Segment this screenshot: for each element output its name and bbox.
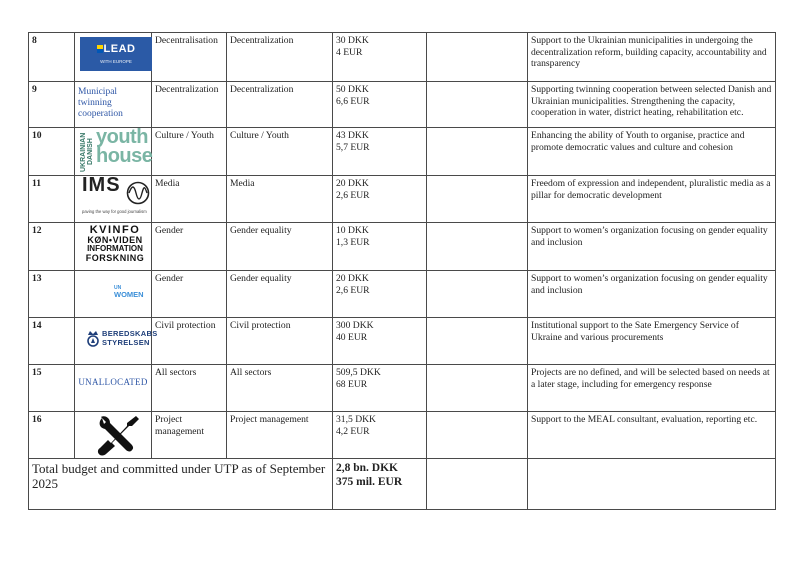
- description-cell: Freedom of expression and independent, pluralistic media as a pillar for democratic development: [528, 176, 776, 223]
- amount-cell: [333, 318, 427, 365]
- amount-eur: 4,2 EUR: [336, 425, 370, 437]
- empty-cell: [427, 33, 528, 82]
- description-cell: Support to women’s organization focusing on gender equality and inclusion: [528, 271, 776, 318]
- empty-cell: [427, 318, 528, 365]
- row-number: 10: [29, 128, 75, 176]
- amount-dkk: 300 DKK: [336, 320, 374, 331]
- subsector-cell: Media: [227, 176, 333, 223]
- logo-cell: [75, 176, 152, 223]
- amount-eur: 68 EUR: [336, 378, 368, 390]
- empty-cell: [427, 365, 528, 412]
- amount-dkk: 20 DKK: [336, 178, 369, 189]
- subsector-cell: Civil protection: [227, 318, 333, 365]
- row-number: 15: [29, 365, 75, 412]
- description-cell: Institutional support to the Sate Emergency Service of Ukraine and various procurements: [528, 318, 776, 365]
- description-cell: Supporting twinning cooperation between selected Danish and Ukrainian municipalities. Strengthening the capacity, cooperation in water, district heating, rehabilitation etc.: [528, 82, 776, 128]
- table-row: [29, 318, 776, 365]
- total-dkk: 2,8 bn. DKK: [336, 462, 398, 474]
- empty-cell: [427, 459, 528, 510]
- table-row: [29, 412, 776, 459]
- sector-cell: Decentralization: [152, 82, 227, 128]
- logo-cell: [75, 223, 152, 271]
- sector-cell: Gender: [152, 223, 227, 271]
- row-number: 13: [29, 271, 75, 318]
- amount-eur: 2,6 EUR: [336, 284, 370, 296]
- logo-cell: [75, 318, 158, 365]
- description-cell: Support to the Ukrainian municipalities in undergoing the decentralization reform, building capacity, accountability and transparency: [528, 33, 776, 82]
- table-row: [29, 128, 776, 176]
- sector-cell: Project management: [152, 412, 227, 459]
- table-row: [29, 365, 776, 412]
- total-row: [29, 459, 776, 510]
- budget-table: [28, 32, 776, 510]
- amount-cell: [333, 271, 427, 318]
- amount-cell: [333, 365, 427, 412]
- table-row: [29, 82, 776, 128]
- amount-dkk: 50 DKK: [336, 84, 369, 95]
- row-number: 11: [29, 176, 75, 223]
- logo-cell: [75, 82, 152, 128]
- logo-cell: [75, 271, 152, 318]
- table-row: [29, 176, 776, 223]
- kvinfo-logo: KVINFO KØN•VIDEN INFORMATION FORSKNING: [85, 224, 145, 263]
- amount-cell: [333, 412, 427, 459]
- subsector-cell: Decentralization: [227, 82, 333, 128]
- unallocated-label: UNALLOCATED: [78, 377, 148, 387]
- crown-emblem-icon: [86, 328, 100, 348]
- description-cell: Support to women’s organization focusing on gender equality and inclusion: [528, 223, 776, 271]
- amount-dkk: 30 DKK: [336, 35, 369, 46]
- empty-cell: [427, 82, 528, 128]
- tools-icon: [96, 414, 140, 456]
- row-number: 8: [29, 33, 75, 82]
- un-women-logo: UN WOMEN: [114, 285, 144, 299]
- amount-eur: 2,6 EUR: [336, 189, 370, 201]
- row-number: 12: [29, 223, 75, 271]
- total-amount-cell: [333, 459, 427, 510]
- amount-eur: 40 EUR: [336, 331, 368, 343]
- row-number: 14: [29, 318, 75, 365]
- logo-cell: [75, 128, 152, 176]
- sector-cell: Culture / Youth: [152, 128, 227, 176]
- sector-cell: Media: [152, 176, 227, 223]
- waveform-icon: [126, 181, 150, 205]
- logo-cell: [75, 412, 152, 459]
- description-cell: Projects are no defined, and will be selected based on needs at a later stage, including for emergency response: [528, 365, 776, 412]
- empty-cell: [427, 176, 528, 223]
- amount-dkk: 509,5 DKK: [336, 367, 381, 378]
- row-number: 9: [29, 82, 75, 128]
- empty-cell: [528, 459, 776, 510]
- amount-eur: 4 EUR: [336, 46, 363, 58]
- subsector-cell: Decentralization: [227, 33, 333, 82]
- lead-logo: LEAD WITH EUROPE: [80, 37, 152, 71]
- empty-cell: [427, 412, 528, 459]
- amount-cell: [333, 33, 427, 82]
- description-cell: Support to the MEAL consultant, evaluation, reporting etc.: [528, 412, 776, 459]
- empty-cell: [427, 223, 528, 271]
- sector-cell: Decentralisation: [152, 33, 227, 82]
- table-row: [29, 223, 776, 271]
- description-cell: Enhancing the ability of Youth to organise, practice and promote democratic values and culture and cohesion: [528, 128, 776, 176]
- amount-dkk: 10 DKK: [336, 225, 369, 236]
- amount-dkk: 20 DKK: [336, 273, 369, 284]
- ims-logo: IMS paving the way for good journalism: [78, 178, 148, 218]
- amount-cell: [333, 176, 427, 223]
- sector-cell: All sectors: [152, 365, 227, 412]
- row-number: 16: [29, 412, 75, 459]
- total-eur: 375 mil. EUR: [336, 476, 403, 488]
- amount-cell: [333, 128, 427, 176]
- total-label: Total budget and committed under UTP as of September 2025: [29, 459, 333, 510]
- empty-cell: [427, 128, 528, 176]
- amount-dkk: 31,5 DKK: [336, 414, 376, 425]
- amount-dkk: 43 DKK: [336, 130, 369, 141]
- subsector-cell: All sectors: [227, 365, 333, 412]
- amount-cell: [333, 223, 427, 271]
- logo-cell: [75, 33, 152, 82]
- empty-cell: [427, 271, 528, 318]
- subsector-cell: Gender equality: [227, 223, 333, 271]
- amount-eur: 6,6 EUR: [336, 95, 370, 107]
- table-row: [29, 271, 776, 318]
- subsector-cell: Culture / Youth: [227, 128, 333, 176]
- ukraine-flag-icon: [97, 45, 103, 53]
- table-row: [29, 33, 776, 82]
- logo-cell: [75, 365, 152, 412]
- subsector-cell: Project management: [227, 412, 333, 459]
- sector-cell: Gender: [152, 271, 227, 318]
- amount-cell: [333, 82, 427, 128]
- subsector-cell: Gender equality: [227, 271, 333, 318]
- beredskabs-logo: BEREDSKABS STYRELSEN: [78, 320, 148, 360]
- amount-eur: 5,7 EUR: [336, 141, 370, 153]
- municipal-twinning-logo: Municipal twinning cooperation: [78, 87, 123, 119]
- amount-eur: 1,3 EUR: [336, 236, 370, 248]
- youth-house-logo: UKRAINIAN DANISH youth house: [80, 126, 153, 172]
- sector-cell: Civil protection: [152, 318, 227, 365]
